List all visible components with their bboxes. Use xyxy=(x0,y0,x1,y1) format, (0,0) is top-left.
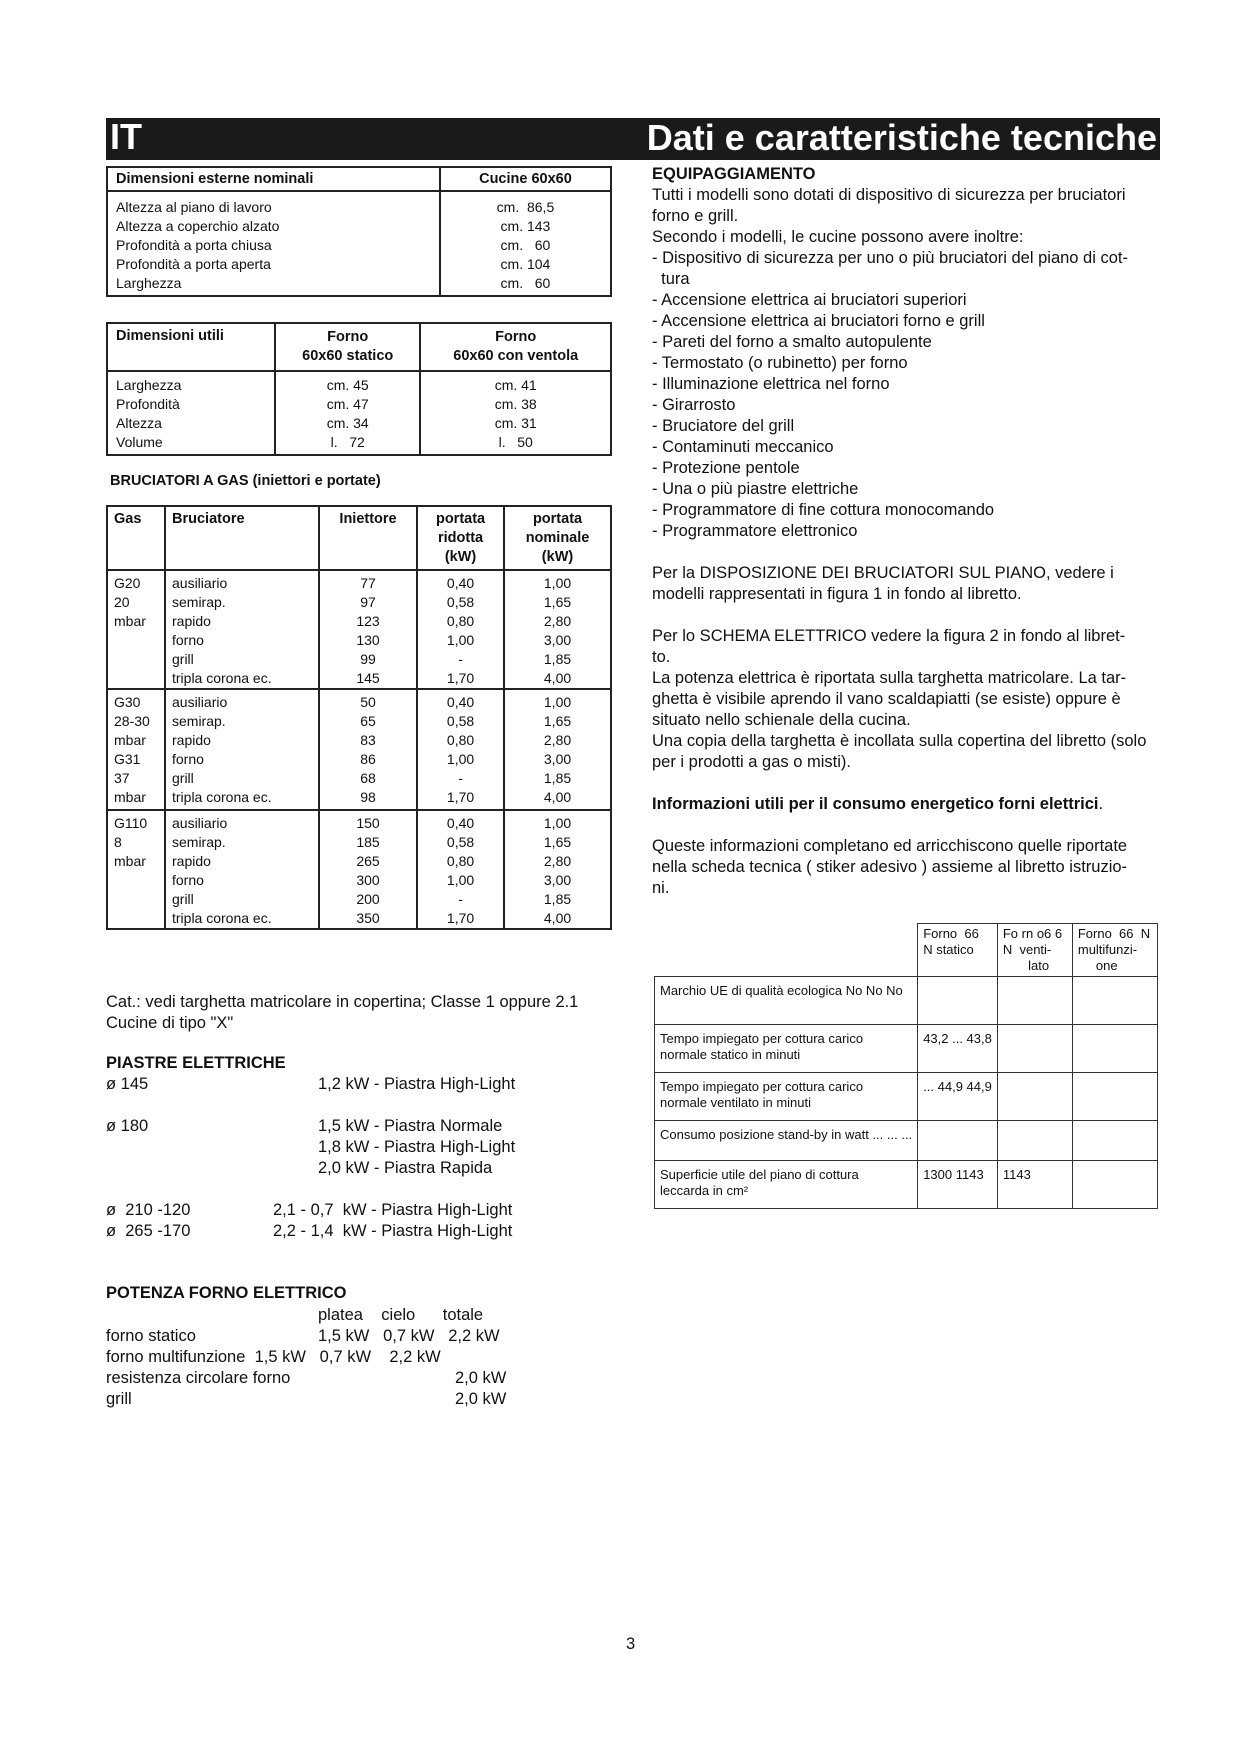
energy-cell: ... 44,9 44,9 xyxy=(918,1073,998,1121)
ext-dims-head-left: Dimensioni esterne nominali xyxy=(107,167,440,191)
burner-names: ausiliario semirap. rapido forno grill tripla corona ec. xyxy=(165,570,319,689)
energy-row-label: Superficie utile del piano di cottura leccarda in cm² xyxy=(655,1161,918,1209)
burner-names: ausiliario semirap. rapido forno grill tripla corona ec. xyxy=(165,810,319,929)
burners-head-nominal: portata nominale (kW) xyxy=(504,506,611,570)
plate-size: ø 180 xyxy=(106,1117,149,1135)
useful-dims-head-fan: Forno 60x60 con ventola xyxy=(420,323,611,371)
useful-dims-static: cm. 45 xyxy=(275,371,420,395)
oven-power-label: resistenza circolare forno xyxy=(106,1369,291,1387)
useful-dims-static: l. 72 xyxy=(275,433,420,455)
burners-head-gas: Gas xyxy=(107,506,165,570)
useful-dims-label: Profondità xyxy=(116,396,180,412)
plate-size: ø 210 -120 xyxy=(106,1201,191,1219)
burner-nominal: 1,00 1,65 2,80 3,00 1,85 4,00 xyxy=(504,689,611,810)
energy-cell xyxy=(918,977,998,1025)
energy-row-label: Tempo impiegato per cottura carico normale ventilato in minuti xyxy=(655,1073,918,1121)
oven-power-values: 1,5 kW 0,7 kW 2,2 kW xyxy=(318,1327,500,1345)
useful-dims-label: Altezza xyxy=(116,415,162,431)
burners-title: BRUCIATORI A GAS (iniettori e portate) xyxy=(110,473,381,489)
plate-desc: 1,2 kW - Piastra High-Light xyxy=(318,1075,516,1093)
ext-dims-label: Larghezza xyxy=(116,275,182,291)
energy-cell xyxy=(997,1025,1072,1073)
burner-reduced: 0,40 0,58 0,80 1,00 - 1,70 xyxy=(417,570,504,689)
useful-dims-label: Volume xyxy=(116,434,163,450)
useful-dims-label: Larghezza xyxy=(116,377,182,393)
energy-info-text: Queste informazioni completano ed arricchiscono quelle riportate nella scheda tecnica ( stiker adesivo ) assieme al libretto istruzio- ni. xyxy=(652,837,1128,897)
burner-nominal: 1,00 1,65 2,80 3,00 1,85 4,00 xyxy=(504,810,611,929)
energy-row-label: Consumo posizione stand-by in watt ... ... ... xyxy=(655,1121,918,1161)
category-note: Cat.: vedi targhetta matricolare in copertina; Classe 1 oppure 2.1 Cucine di tipo "X" xyxy=(106,993,579,1032)
energy-cell xyxy=(997,1121,1072,1161)
ext-dims-value: cm. 143 xyxy=(440,217,611,236)
oven-power-values: 2,0 kW xyxy=(455,1369,507,1387)
plate-desc: 1,5 kW - Piastra Normale 1,8 kW - Piastra High-Light 2,0 kW - Piastra Rapida xyxy=(318,1117,516,1177)
oven-power-label: grill xyxy=(106,1390,132,1408)
burner-reduced: 0,40 0,58 0,80 1,00 - 1,70 xyxy=(417,810,504,929)
energy-row-label: Marchio UE di qualità ecologica No No No xyxy=(655,977,918,1025)
ext-dims-label: Profondità a porta aperta xyxy=(116,256,271,272)
burner-reduced: 0,40 0,58 0,80 1,00 - 1,70 xyxy=(417,689,504,810)
ext-dims-value: cm. 86,5 xyxy=(440,191,611,217)
oven-power-label: forno multifunzione 1,5 kW 0,7 kW 2,2 kW xyxy=(106,1348,441,1366)
burners-table xyxy=(106,505,612,930)
plate-desc: 2,1 - 0,7 kW - Piastra High-Light xyxy=(273,1201,513,1219)
oven-power-head: platea cielo totale xyxy=(318,1306,484,1324)
energy-cell xyxy=(997,977,1072,1025)
energy-row-label: Tempo impiegato per cottura carico normale statico in minuti xyxy=(655,1025,918,1073)
useful-dims-fan: cm. 41 xyxy=(420,371,611,395)
useful-dims-fan: cm. 38 xyxy=(420,395,611,414)
ext-dims-label: Profondità a porta chiusa xyxy=(116,237,272,253)
energy-cell xyxy=(918,1121,998,1161)
page-title: Dati e caratteristiche tecniche xyxy=(646,117,1157,158)
burners-layout-note: Per la DISPOSIZIONE DEI BRUCIATORI SUL PIANO, vedere i modelli rappresentati in figura 1 in fondo al libretto. xyxy=(652,564,1114,603)
energy-info-dot: . xyxy=(1098,795,1104,813)
energy-info-heading xyxy=(652,794,1103,815)
energy-cell xyxy=(1072,1161,1157,1209)
energy-table xyxy=(654,923,1158,1209)
energy-head-static: Forno 66 N statico xyxy=(918,924,998,977)
language-code: IT xyxy=(110,116,142,157)
burner-nominal: 1,00 1,65 2,80 3,00 1,85 4,00 xyxy=(504,570,611,689)
useful-dims-head: Dimensioni utili xyxy=(107,323,275,371)
burner-injectors: 50 65 83 86 68 98 xyxy=(319,689,417,810)
burners-head-burner: Bruciatore xyxy=(165,506,319,570)
page-number: 3 xyxy=(626,1635,636,1653)
energy-cell: 1143 xyxy=(997,1161,1072,1209)
energy-cell xyxy=(1072,1073,1157,1121)
burner-gas-type: G110 8 mbar xyxy=(114,815,148,869)
burners-head-reduced: portata ridotta (kW) xyxy=(417,506,504,570)
equipment-title: EQUIPAGGIAMENTO xyxy=(652,165,816,183)
useful-dims-fan: cm. 31 xyxy=(420,414,611,433)
energy-head-multi: Forno 66 N multifunzi- one xyxy=(1072,924,1157,977)
burner-gas-type: G20 20 mbar xyxy=(114,575,146,629)
oven-power-values: 2,0 kW xyxy=(455,1390,507,1408)
ext-dims-label: Altezza al piano di lavoro xyxy=(116,199,272,215)
burner-injectors: 150 185 265 300 200 350 xyxy=(319,810,417,929)
useful-dims-fan: l. 50 xyxy=(420,433,611,455)
ext-dims-label: Altezza a coperchio alzato xyxy=(116,218,280,234)
oven-power-label: forno statico xyxy=(106,1327,196,1345)
useful-dimensions-table xyxy=(106,322,612,456)
plate-desc: 2,2 - 1,4 kW - Piastra High-Light xyxy=(273,1222,513,1240)
burner-injectors: 77 97 123 130 99 145 xyxy=(319,570,417,689)
plate-size: ø 145 xyxy=(106,1075,149,1093)
energy-head-fan: Fo rn o6 6 N venti- lato xyxy=(997,924,1072,977)
electric-info: Per lo SCHEMA ELETTRICO vedere la figura 2 in fondo al libret- to. La potenza elettrica è riportata sulla targhetta matricolare. La tar- ghetta è visibile aprendo il vano scaldapiatti (se esiste) oppure è situato nello schienale della cucina. Una copia della targhetta è incollata sulla copertina del libretto (solo per i prodotti a gas o misti). xyxy=(652,627,1147,771)
plates-title: PIASTRE ELETTRICHE xyxy=(106,1054,286,1072)
energy-cell xyxy=(1072,1025,1157,1073)
energy-cell xyxy=(1072,1121,1157,1161)
useful-dims-static: cm. 34 xyxy=(275,414,420,433)
ext-dims-value: cm. 60 xyxy=(440,236,611,255)
plate-size: ø 265 -170 xyxy=(106,1222,191,1240)
energy-blank-cell xyxy=(655,924,918,977)
burner-names: ausiliario semirap. rapido forno grill tripla corona ec. xyxy=(165,689,319,810)
energy-cell: 1300 1143 xyxy=(918,1161,998,1209)
useful-dims-head-static: Forno 60x60 statico xyxy=(275,323,420,371)
equipment-list: Tutti i modelli sono dotati di dispositivo di sicurezza per bruciatori forno e grill. Secondo i modelli, le cucine possono avere inoltre: - Dispositivo di sicurezza per uno o più bruciatori del piano di cot- tura - Accensione elettrica ai bruciatori superiori - Accensione elettrica ai bruciatori forno e grill - Pareti del forno a smalto autopulente - Termostato (o rubinetto) per forno - Illuminazione elettrica nel forno - Girarrosto - Bruciatore del grill - Contaminuti meccanico - Protezione pentole - Una o più piastre elettriche - Programmatore di fine cottura monocomando - Programmatore elettronico xyxy=(652,186,1128,540)
external-dimensions-table xyxy=(106,166,612,297)
energy-info-title: Informazioni utili per il consumo energetico forni elettrici xyxy=(652,795,1099,813)
useful-dims-static: cm. 47 xyxy=(275,395,420,414)
energy-cell: 43,2 ... 43,8 xyxy=(918,1025,998,1073)
ext-dims-head-right: Cucine 60x60 xyxy=(440,167,611,191)
oven-power-title: POTENZA FORNO ELETTRICO xyxy=(106,1284,347,1302)
energy-cell xyxy=(1072,977,1157,1025)
ext-dims-value: cm. 60 xyxy=(440,274,611,296)
energy-cell xyxy=(997,1073,1072,1121)
ext-dims-value: cm. 104 xyxy=(440,255,611,274)
burners-head-injector: Iniettore xyxy=(319,506,417,570)
burner-gas-type: G30 28-30 mbar G31 37 mbar xyxy=(114,694,150,805)
